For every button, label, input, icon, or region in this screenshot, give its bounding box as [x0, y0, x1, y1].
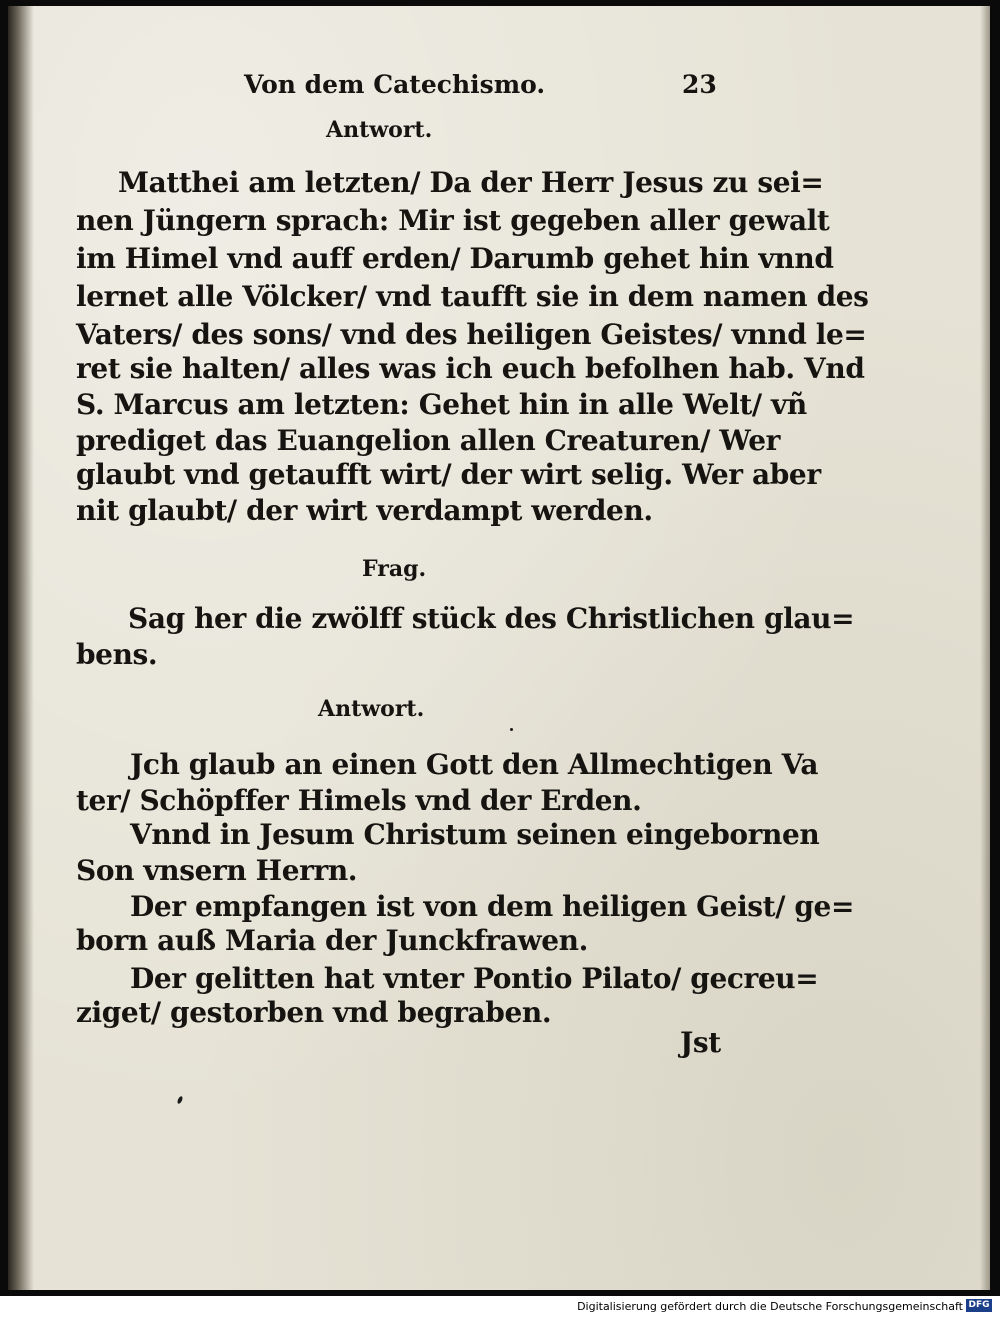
paragraph-line: lernet alle Völcker/ vnd taufft sie in dem namen des — [76, 280, 869, 313]
catchword: Jst — [680, 1026, 721, 1059]
paragraph-line: Vaters/ des sons/ vnd des heiligen Geistes/ vnnd le= — [76, 318, 867, 351]
creed-line: ziget/ gestorben vnd begraben. — [76, 996, 552, 1029]
paragraph-line: glaubt vnd getaufft wirt/ der wirt selig. Wer aber — [76, 458, 821, 491]
ink-speck — [510, 728, 513, 731]
question-line: Sag her die zwölff stück des Christlichen glau= — [128, 602, 855, 635]
paragraph-line: nit glaubt/ der wirt verdampt werden. — [76, 494, 653, 527]
creed-line: Son vnsern Herrn. — [76, 854, 358, 887]
dfg-logo-icon: DFG — [966, 1299, 992, 1312]
creed-line: ter/ Schöpffer Himels vnd der Erden. — [76, 784, 642, 817]
answer-heading-2: Antwort. — [318, 696, 425, 722]
paragraph-line: nen Jüngern sprach: Mir ist gegeben aller gewalt — [76, 204, 830, 237]
footer-credit: Digitalisierung gefördert durch die Deutsche Forschungsgemeinschaft — [577, 1300, 963, 1313]
creed-line: Vnnd in Jesum Christum seinen eingebornen — [130, 818, 820, 851]
footer-bar — [0, 1296, 1000, 1317]
paragraph-line: S. Marcus am letzten: Gehet hin in alle Welt/ vñ — [76, 388, 807, 421]
paragraph-line: im Himel vnd auff erden/ Darumb gehet hin vnnd — [76, 242, 834, 275]
page-gutter-shadow — [8, 6, 34, 1290]
creed-line: Der empfangen ist von dem heiligen Geist/ ge= — [130, 890, 855, 923]
page-number: 23 — [682, 70, 717, 99]
page-edge-shadow — [980, 6, 990, 1290]
answer-heading-1: Antwort. — [326, 117, 433, 143]
question-heading: Frag. — [362, 556, 427, 582]
paragraph-line: Matthei am letzten/ Da der Herr Jesus zu sei= — [118, 166, 824, 199]
paragraph-line: ret sie halten/ alles was ich euch befolhen hab. Vnd — [76, 352, 865, 385]
paragraph-line: prediget das Euangelion allen Creaturen/ Wer — [76, 424, 780, 457]
question-line: bens. — [76, 638, 158, 671]
running-head: Von dem Catechismo. — [244, 70, 546, 99]
creed-line: born auß Maria der Junckfrawen. — [76, 924, 588, 957]
creed-line: Jch glaub an einen Gott den Allmechtigen Va — [130, 748, 819, 781]
creed-line: Der gelitten hat vnter Pontio Pilato/ gecreu= — [130, 962, 819, 995]
